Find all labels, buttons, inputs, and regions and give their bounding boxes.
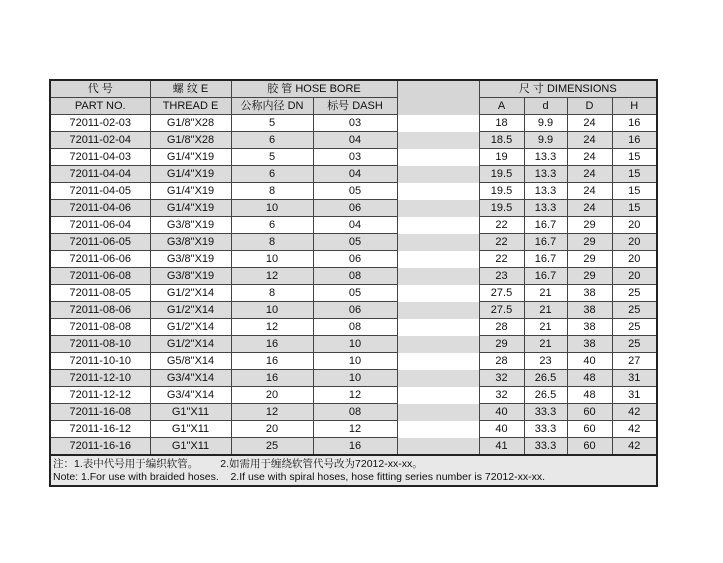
part-no-cell: 72011-08-06 xyxy=(50,302,150,319)
h-cell: 15 xyxy=(612,183,657,200)
h-cell: 42 xyxy=(612,404,657,421)
spacer-cell xyxy=(397,387,479,404)
dash-cell: 04 xyxy=(313,166,397,183)
thread-cell: G1"X11 xyxy=(150,404,231,421)
d-small-header: d xyxy=(524,98,567,115)
d-small-cell: 13.3 xyxy=(524,149,567,166)
thread-cell: G5/8"X14 xyxy=(150,353,231,370)
d-small-cell: 33.3 xyxy=(524,421,567,438)
dn-cell: 20 xyxy=(231,387,313,404)
note-cn-1: 注：1.表中代号用于编织软管。 xyxy=(53,458,199,470)
d-small-cell: 16.7 xyxy=(524,217,567,234)
d-small-cell: 16.7 xyxy=(524,268,567,285)
d-large-cell: 24 xyxy=(567,149,612,166)
spacer-cell xyxy=(397,370,479,387)
dash-cell: 03 xyxy=(313,115,397,132)
part-no-cell: 72011-02-03 xyxy=(50,115,150,132)
h-cell: 25 xyxy=(612,336,657,353)
a-cell: 41 xyxy=(479,438,524,456)
part-no-cell: 72011-04-06 xyxy=(50,200,150,217)
dn-cell: 6 xyxy=(231,217,313,234)
spacer-cell xyxy=(397,285,479,302)
a-cell: 22 xyxy=(479,234,524,251)
thread-cell: G1/2"X14 xyxy=(150,285,231,302)
spacer-cell xyxy=(397,302,479,319)
table-row xyxy=(50,370,657,387)
part-no-cell: 72011-06-06 xyxy=(50,251,150,268)
dash-cell: 16 xyxy=(313,438,397,456)
dn-cell: 10 xyxy=(231,251,313,268)
thread-header-cn: 螺 纹 E xyxy=(150,80,231,98)
d-small-cell: 21 xyxy=(524,319,567,336)
dash-header: 标号 DASH xyxy=(313,98,397,115)
dn-cell: 20 xyxy=(231,421,313,438)
table-row xyxy=(50,166,657,183)
table-row xyxy=(50,115,657,132)
thread-cell: G1/4"X19 xyxy=(150,200,231,217)
d-small-cell: 9.9 xyxy=(524,115,567,132)
a-cell: 23 xyxy=(479,268,524,285)
h-cell: 15 xyxy=(612,166,657,183)
thread-cell: G3/8"X19 xyxy=(150,268,231,285)
a-cell: 28 xyxy=(479,319,524,336)
a-cell: 22 xyxy=(479,251,524,268)
a-cell: 32 xyxy=(479,387,524,404)
h-cell: 31 xyxy=(612,370,657,387)
d-small-cell: 33.3 xyxy=(524,404,567,421)
d-small-cell: 26.5 xyxy=(524,370,567,387)
a-cell: 19.5 xyxy=(479,200,524,217)
d-large-header: D xyxy=(567,98,612,115)
dn-cell: 6 xyxy=(231,166,313,183)
note-line-cn xyxy=(53,458,656,471)
spacer-cell xyxy=(397,149,479,166)
thread-cell: G3/8"X19 xyxy=(150,234,231,251)
table-body xyxy=(50,115,657,456)
thread-cell: G1/8"X28 xyxy=(150,115,231,132)
d-large-cell: 60 xyxy=(567,421,612,438)
spacer-cell xyxy=(397,166,479,183)
a-cell: 18 xyxy=(479,115,524,132)
dn-cell: 12 xyxy=(231,319,313,336)
part-no-cell: 72011-10-10 xyxy=(50,353,150,370)
part-no-cell: 72011-06-08 xyxy=(50,268,150,285)
a-header: A xyxy=(479,98,524,115)
a-cell: 40 xyxy=(479,421,524,438)
d-small-cell: 33.3 xyxy=(524,438,567,456)
spacer-cell xyxy=(397,404,479,421)
h-cell: 42 xyxy=(612,438,657,456)
part-no-cell: 72011-12-10 xyxy=(50,370,150,387)
table-row xyxy=(50,336,657,353)
part-no-cell: 72011-08-05 xyxy=(50,285,150,302)
table-row xyxy=(50,302,657,319)
thread-cell: G1/4"X19 xyxy=(150,183,231,200)
d-small-cell: 13.3 xyxy=(524,166,567,183)
table-row xyxy=(50,200,657,217)
h-cell: 42 xyxy=(612,421,657,438)
dash-cell: 05 xyxy=(313,285,397,302)
d-large-cell: 38 xyxy=(567,319,612,336)
dn-cell: 10 xyxy=(231,200,313,217)
part-no-cell: 72011-04-03 xyxy=(50,149,150,166)
d-large-cell: 38 xyxy=(567,302,612,319)
thread-cell: G1/2"X14 xyxy=(150,319,231,336)
h-cell: 25 xyxy=(612,302,657,319)
dn-cell: 8 xyxy=(231,234,313,251)
dn-cell: 5 xyxy=(231,149,313,166)
d-large-cell: 48 xyxy=(567,370,612,387)
dn-cell: 8 xyxy=(231,285,313,302)
dn-cell: 16 xyxy=(231,353,313,370)
d-large-cell: 60 xyxy=(567,404,612,421)
table-row xyxy=(50,404,657,421)
thread-cell: G1"X11 xyxy=(150,421,231,438)
dash-cell: 10 xyxy=(313,353,397,370)
thread-header-en: THREAD E xyxy=(150,98,231,115)
table-row xyxy=(50,319,657,336)
d-large-cell: 38 xyxy=(567,285,612,302)
h-cell: 20 xyxy=(612,251,657,268)
table-header xyxy=(50,80,657,115)
h-cell: 20 xyxy=(612,217,657,234)
a-cell: 27.5 xyxy=(479,302,524,319)
dash-cell: 03 xyxy=(313,149,397,166)
table-row xyxy=(50,234,657,251)
a-cell: 19.5 xyxy=(479,183,524,200)
dash-cell: 12 xyxy=(313,387,397,404)
dn-cell: 16 xyxy=(231,336,313,353)
table-row xyxy=(50,387,657,404)
spacer-cell xyxy=(397,319,479,336)
thread-cell: G3/4"X14 xyxy=(150,370,231,387)
d-small-cell: 9.9 xyxy=(524,132,567,149)
d-large-cell: 48 xyxy=(567,387,612,404)
dn-cell: 6 xyxy=(231,132,313,149)
dash-cell: 06 xyxy=(313,302,397,319)
thread-cell: G1/2"X14 xyxy=(150,302,231,319)
h-header: H xyxy=(612,98,657,115)
dn-cell: 8 xyxy=(231,183,313,200)
d-small-cell: 13.3 xyxy=(524,200,567,217)
d-large-cell: 60 xyxy=(567,438,612,456)
d-large-cell: 38 xyxy=(567,336,612,353)
a-cell: 32 xyxy=(479,370,524,387)
a-cell: 27.5 xyxy=(479,285,524,302)
d-small-cell: 23 xyxy=(524,353,567,370)
d-small-cell: 21 xyxy=(524,285,567,302)
dn-cell: 25 xyxy=(231,438,313,456)
dash-cell: 10 xyxy=(313,370,397,387)
h-cell: 16 xyxy=(612,115,657,132)
d-small-cell: 21 xyxy=(524,336,567,353)
table-row xyxy=(50,251,657,268)
part-no-cell: 72011-08-10 xyxy=(50,336,150,353)
note-line-en xyxy=(53,471,656,484)
table-row xyxy=(50,421,657,438)
dn-cell: 16 xyxy=(231,370,313,387)
dn-cell: 12 xyxy=(231,268,313,285)
d-small-cell: 21 xyxy=(524,302,567,319)
dn-cell: 12 xyxy=(231,404,313,421)
spacer-cell xyxy=(397,217,479,234)
a-cell: 19.5 xyxy=(479,166,524,183)
thread-cell: G1/8"X28 xyxy=(150,132,231,149)
spacer-cell xyxy=(397,234,479,251)
dn-cell: 5 xyxy=(231,115,313,132)
a-cell: 18.5 xyxy=(479,132,524,149)
note-cn-2: 2.如需用于缠绕软管代号改为72012-xx-xx。 xyxy=(220,458,423,470)
spacer-cell xyxy=(397,336,479,353)
note-en-1: Note: 1.For use with braided hoses. xyxy=(53,470,219,483)
d-large-cell: 29 xyxy=(567,234,612,251)
spacer-cell xyxy=(397,132,479,149)
table-row xyxy=(50,217,657,234)
hose-bore-header: 胶 管 HOSE BORE xyxy=(231,80,397,98)
d-large-cell: 24 xyxy=(567,200,612,217)
dash-cell: 05 xyxy=(313,183,397,200)
d-large-cell: 29 xyxy=(567,268,612,285)
d-large-cell: 24 xyxy=(567,115,612,132)
thread-cell: G1/4"X19 xyxy=(150,166,231,183)
dash-cell: 06 xyxy=(313,251,397,268)
spacer-cell xyxy=(397,115,479,132)
part-no-cell: 72011-04-04 xyxy=(50,166,150,183)
a-cell: 28 xyxy=(479,353,524,370)
spacer-cell xyxy=(397,421,479,438)
notes-box xyxy=(49,456,658,487)
fitting-spec-table xyxy=(49,79,658,456)
h-cell: 31 xyxy=(612,387,657,404)
dash-cell: 04 xyxy=(313,132,397,149)
header-spacer xyxy=(397,80,479,115)
d-small-cell: 16.7 xyxy=(524,234,567,251)
a-cell: 19 xyxy=(479,149,524,166)
d-large-cell: 24 xyxy=(567,183,612,200)
spacer-cell xyxy=(397,200,479,217)
spacer-cell xyxy=(397,183,479,200)
dash-cell: 08 xyxy=(313,268,397,285)
thread-cell: G1/2"X14 xyxy=(150,336,231,353)
dash-cell: 10 xyxy=(313,336,397,353)
d-small-cell: 13.3 xyxy=(524,183,567,200)
h-cell: 16 xyxy=(612,132,657,149)
part-no-cell: 72011-06-05 xyxy=(50,234,150,251)
thread-cell: G3/4"X14 xyxy=(150,387,231,404)
a-cell: 29 xyxy=(479,336,524,353)
spacer-cell xyxy=(397,353,479,370)
h-cell: 15 xyxy=(612,200,657,217)
spec-sheet xyxy=(49,79,656,487)
part-no-cell: 72011-06-04 xyxy=(50,217,150,234)
h-cell: 27 xyxy=(612,353,657,370)
table-row xyxy=(50,183,657,200)
spacer-cell xyxy=(397,438,479,456)
note-en-2: 2.If use with spiral hoses, hose fitting series number is 72012-xx-xx. xyxy=(230,470,545,483)
dash-cell: 05 xyxy=(313,234,397,251)
thread-cell: G3/8"X19 xyxy=(150,217,231,234)
d-large-cell: 29 xyxy=(567,217,612,234)
h-cell: 25 xyxy=(612,319,657,336)
h-cell: 25 xyxy=(612,285,657,302)
d-large-cell: 40 xyxy=(567,353,612,370)
part-no-cell: 72011-04-05 xyxy=(50,183,150,200)
dash-cell: 08 xyxy=(313,319,397,336)
thread-cell: G1/4"X19 xyxy=(150,149,231,166)
dash-cell: 06 xyxy=(313,200,397,217)
table-row xyxy=(50,268,657,285)
table-row xyxy=(50,285,657,302)
table-row xyxy=(50,132,657,149)
part-no-header-en: PART NO. xyxy=(50,98,150,115)
a-cell: 40 xyxy=(479,404,524,421)
part-no-header-cn: 代 号 xyxy=(50,80,150,98)
table-row xyxy=(50,438,657,456)
h-cell: 20 xyxy=(612,268,657,285)
dn-header: 公称内径 DN xyxy=(231,98,313,115)
dash-cell: 12 xyxy=(313,421,397,438)
table-row xyxy=(50,353,657,370)
spacer-cell xyxy=(397,268,479,285)
d-large-cell: 24 xyxy=(567,132,612,149)
table-row xyxy=(50,149,657,166)
thread-cell: G1"X11 xyxy=(150,438,231,456)
part-no-cell: 72011-16-12 xyxy=(50,421,150,438)
spacer-cell xyxy=(397,251,479,268)
dimensions-header: 尺 寸 DIMENSIONS xyxy=(479,80,657,98)
h-cell: 20 xyxy=(612,234,657,251)
part-no-cell: 72011-16-08 xyxy=(50,404,150,421)
part-no-cell: 72011-12-12 xyxy=(50,387,150,404)
dash-cell: 08 xyxy=(313,404,397,421)
d-large-cell: 29 xyxy=(567,251,612,268)
d-small-cell: 26.5 xyxy=(524,387,567,404)
h-cell: 15 xyxy=(612,149,657,166)
dash-cell: 04 xyxy=(313,217,397,234)
part-no-cell: 72011-16-16 xyxy=(50,438,150,456)
d-small-cell: 16.7 xyxy=(524,251,567,268)
d-large-cell: 24 xyxy=(567,166,612,183)
thread-cell: G3/8"X19 xyxy=(150,251,231,268)
a-cell: 22 xyxy=(479,217,524,234)
part-no-cell: 72011-02-04 xyxy=(50,132,150,149)
dn-cell: 10 xyxy=(231,302,313,319)
part-no-cell: 72011-08-08 xyxy=(50,319,150,336)
